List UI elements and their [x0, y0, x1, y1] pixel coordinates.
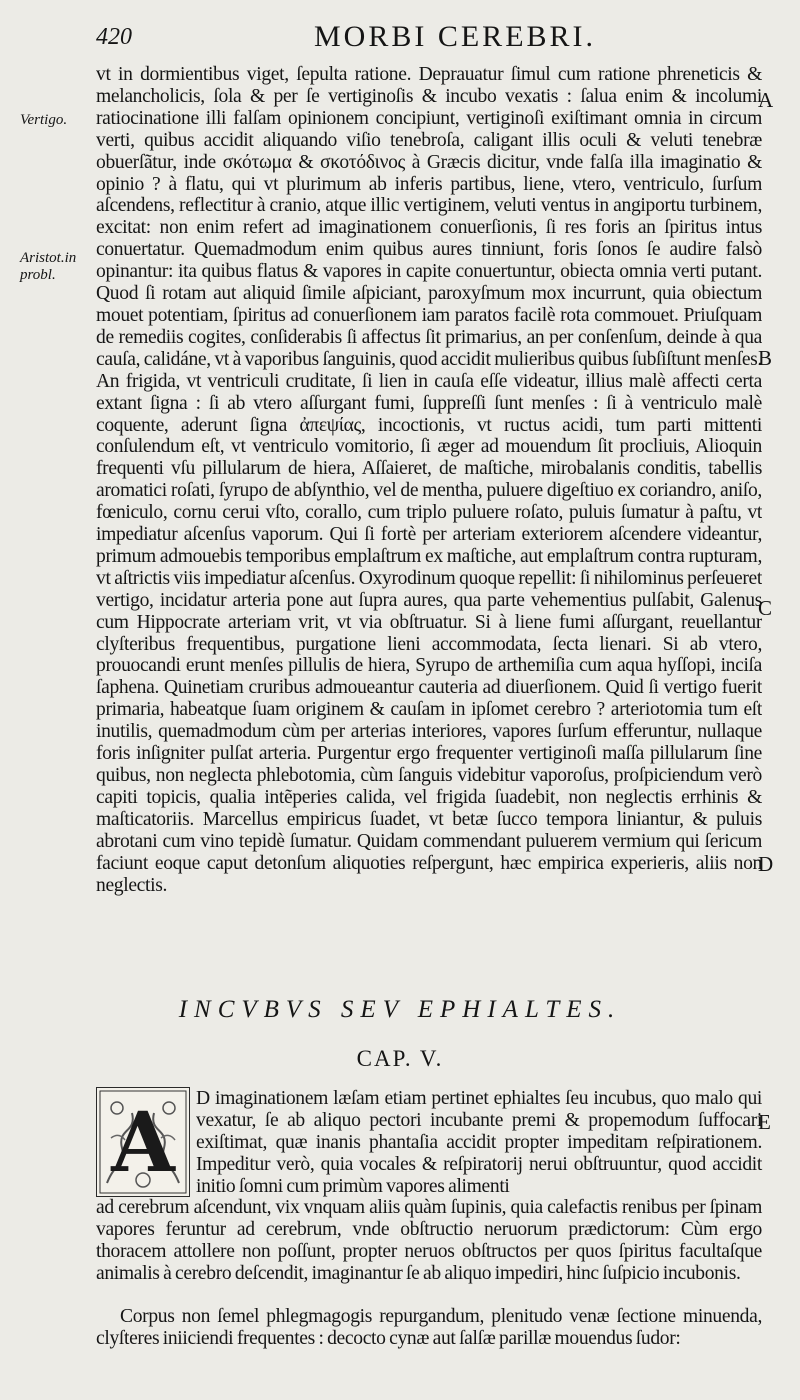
- side-letter-d: D: [758, 852, 774, 876]
- chapter-number: CAP. V.: [356, 1046, 444, 1071]
- side-letter-a: A: [758, 88, 774, 112]
- main-paragraph: vt in dormientibus viget, ſepulta ratione. Deprauatur ſimul cum ratione phreneticis & melancholicis, ſola & per ſe vertiginoſis & incubo vexatis : ſalua enim & incolumi ratiocinatione illi falſam opinionem concipiunt, vertiginoſi exiſtimant omnia in circum verti, quibus accidit aliquando viſio tenebroſa, caligant illis oculi & veluti tenebræ obuerſãtur, inde σκότωμα & σκοτόδινος à Græcis dicitur, vnde falſa illa imaginatio & opinio ? à flatu, qui vt plurimum ab inferis partibus, liene, vtero, ventriculo, ſurſum aſcendens, reflectitur à cranio, atque illic vertiginem, veluti ventus in angiportu turbinem, excitat: non enim refert ad imaginationem conuerſionis, ſi res foris an ſpiritus intus conuertatur. Quemadmodum enim quibus aures tinniunt, foris ſonos ſe audire falsò opinantur: ita quibus flatus & vapores in capite conuertuntur, obiecta omnia verti putant. Quod ſi rotam aut aliquid ſimile aſpiciant, paroxyſmum mox incurrunt, quia obiectum mouet potentiam, ſpiritus ad conuerſionem iam paratos facilè rota commouet. Priuſquam de remediis cogites, conſiderabis ſi affectus ſit primarius, an per conſenſum, deinde à qua cauſa, calidáne, vt à vaporibus ſanguinis, quod accidit mulieribus quibus ſubſiſtunt menſes. An frigida, vt ventriculi cruditate, ſi lien in cauſa eſſe videatur, illius malè affecti certa extant ſigna : ſi ab vtero aſſurgant fumi, ſuppreſſi ſunt menſes : ſi à ventriculo malè coquente, aderunt ſigna ἀπεψίας, incoctionis, vt ructus acidi, tum parti mittenti conſulendum eſt, vt ventriculo vomitorio, ſi æger ad mouendum ſit procliuis, Alioquin frequenti vſu pillularum de hiera, Aſſaieret, de maſtiche, mirobalanis conditis, tabellis aromatici roſati, ſyrupo de abſynthio, vel de mentha, puluere digeſtiuo ex coriandro, aniſo, fœniculo, cornu cerui vſto, corallo, cum triplo puluere roſato, puluis ſumatur à paſtu, vt impediatur aſcenſus vaporum. Qui ſi fortè per arteriam exteriorem aſcendere videantur, primum admouebis temporibus emplaſtrum ex maſtiche, aut emplaſtrum contra rupturam, vt aſtrictis viis impediatur aſcenſus. Oxyrodinum quoque repellit: ſi nihilominus perſeueret vertigo, incidatur arteria pone aut ſupra aures, qua parte vehementius pulſabit, Galenus cum Hippocrate arteriam vrit, vt via obſtruatur. Si à liene fumi aſſurgant, reuellantur clyſteribus frequentibus, purgatione lieni accommodata, ſecta lienari. Si ab vtero, prouocandi erunt menſes pillulis de hiera, Syrupo de arthemiſia cum aqua hyſſopi, inciſa ſaphena. Quinetiam cruribus admoueantur cauteria ad diuerſionem. Quid ſi vertigo fuerit primaria, habeatque ſuam originem & cauſam in ipſomet cerebro ? arteriotomia tum eſt inutilis, quemadmodum cùm per arterias interiores, vapores ſurſum efferuntur, nullaque foris inſigniter pulſat arteria. Purgentur ergo frequenter vertiginoſi maſſa pillularum ſine quibus, non neglecta phlebotomia, cùm ſanguis videbitur vaporoſus, proſpiciendum verò capiti topicis, qualia intẽperies calida, vel frigida ſuadebit, non neglectis errhinis & maſticatoriis. Marcellus empiricus ſuadet, vt betæ ſucco tempora liniantur, & puluis abrotani cum vino tepidè ſumatur. Quidam commendant puluerem vermium qui ſericum faciunt eoque caput detonſum aliquoties reſpergunt, hæc empirica experieris, aliis non neglectis.: [96, 64, 762, 896]
- margin-note-vertigo: Vertigo.: [20, 112, 68, 128]
- side-letter-b: B: [758, 346, 773, 370]
- side-letter-c: C: [758, 596, 773, 620]
- chapter-paragraph-second: Corpus non ſemel phlegmagogis repurgandum, plenitudo venæ ſectione minuenda, clyſteres iniiciendi frequentes : decocto cynæ aut ſalſæ parillæ mouendus ſudor:: [96, 1306, 762, 1349]
- page-header: [96, 18, 764, 58]
- page-number: 420: [96, 24, 132, 50]
- main-text-block: [96, 64, 762, 984]
- chapter-paragraph-wrapped: D imaginationem læſam etiam pertinet ephialtes ſeu incubus, quo malo qui vexatur, ſe ab aliquo pectori incubante premi & propemodum ſuffocari exiſtimat, quæ inanis phantaſia accidit propter impeditam reſpirationem. Impeditur verò, quia vocales & reſpiratorij nerui obſtruuntur, quod accidit initio ſomni cum primùm vapores alimenti: [196, 1088, 762, 1197]
- initial-letter: A: [111, 1095, 175, 1191]
- side-letter-e: E: [758, 1110, 771, 1134]
- running-title: MORBI CEREBRI.: [314, 20, 597, 53]
- margin-note-aristotle: Aristot.in probl.: [20, 250, 77, 283]
- chapter-paragraph-continued: ad cerebrum aſcendunt, vix vnquam aliis quàm ſupinis, quia calefactis renibus per ſpinam vapores feruntur ad cerebrum, vnde obſtructio neruorum prædictorum: Cùm ergo thoracem attollere non poſſunt, propter neruos obſtructos per quos ſpiritus facultaſque animalis à cerebro deſcendit, imaginantur ſe ab aliquo impediri, hinc ſuſpicio incubonis.: [96, 1197, 762, 1284]
- decorated-initial: [96, 1087, 190, 1197]
- chapter-title: INCVBVS SEV EPHIALTES.: [178, 996, 622, 1023]
